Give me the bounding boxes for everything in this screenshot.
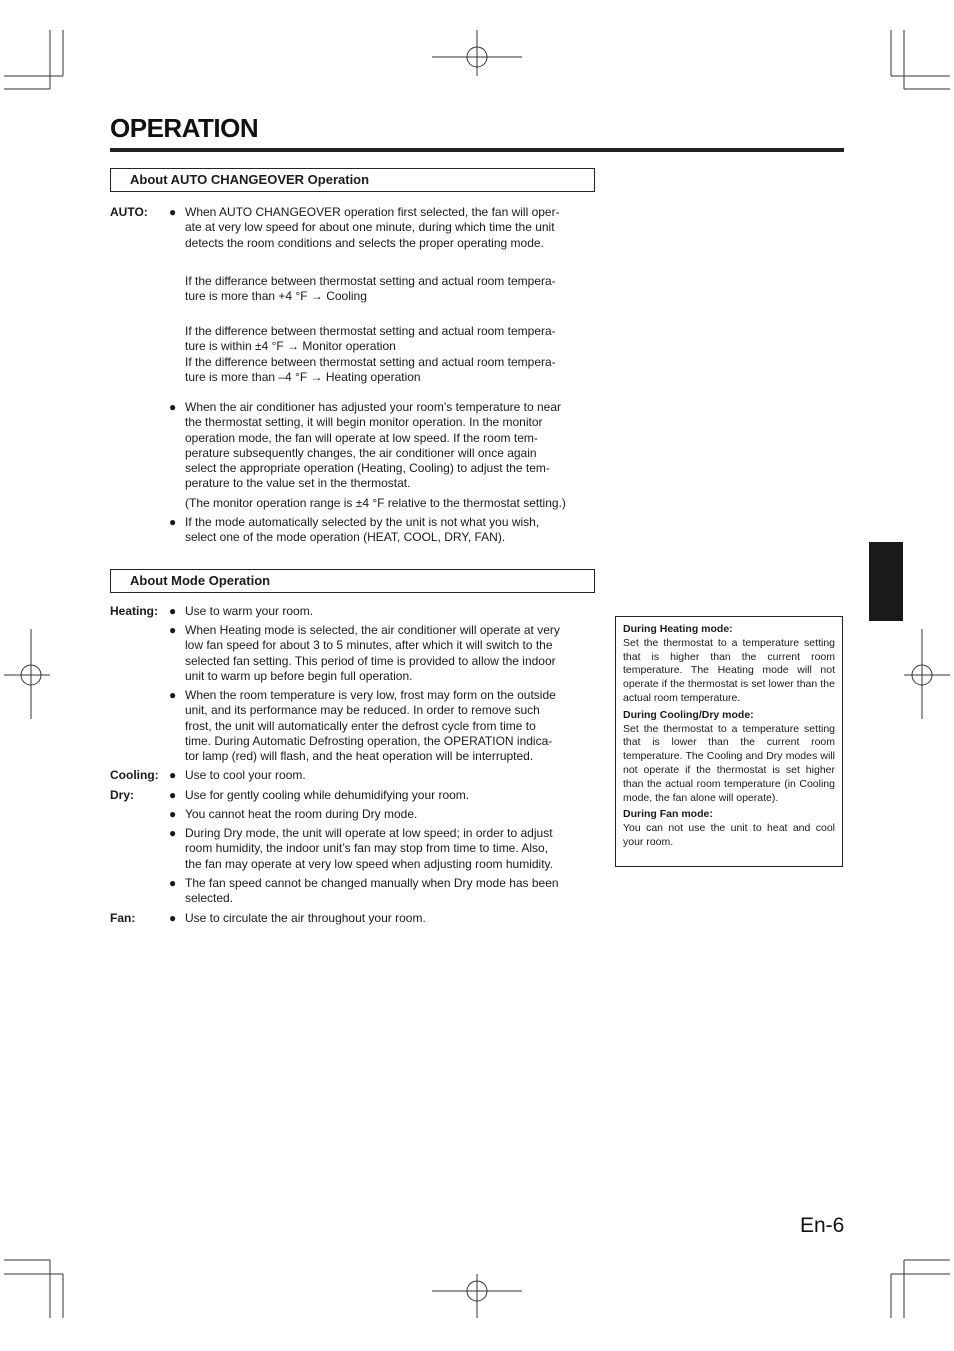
auto-bullet-2 <box>185 400 595 492</box>
text-line: unit to warm up before begin full operation. <box>185 668 413 683</box>
dry-bullet-3 <box>185 826 595 872</box>
dry-bullet-2: You cannot heat the room during Dry mode. <box>185 807 418 821</box>
text-line: ate at very low speed for about one minute, during which time the unit <box>185 220 555 235</box>
bullet-icon: ● <box>169 604 177 618</box>
heating-bullet-1: Use to warm your room. <box>185 604 314 618</box>
bullet-icon: ● <box>169 623 177 637</box>
text-line: During Dry mode, the unit will operate at low speed; in order to adjust <box>185 826 553 840</box>
tip-heading-cooldry: During Cooling/Dry mode: <box>623 708 754 721</box>
text-line: select one of the mode operation (HEAT, COOL, DRY, FAN). <box>185 530 506 545</box>
text-line: When AUTO CHANGEOVER operation first selected, the fan will oper- <box>185 205 560 219</box>
bullet-icon: ● <box>169 911 177 925</box>
bullet-icon: ● <box>169 788 177 802</box>
cooling-bullet-1: Use to cool your room. <box>185 768 306 782</box>
text-line: When the room temperature is very low, frost may form on the outside <box>185 688 556 702</box>
tip-text-heating: Set the thermostat to a temperature setting that is higher than the current room temperature. The Heating mode will not operate if the thermostat is set lower than the actual room temperature. <box>623 636 835 704</box>
tip-heading-heating: During Heating mode: <box>623 623 733 635</box>
dry-bullet-1: Use for gently cooling while dehumidifying your room. <box>185 788 470 802</box>
bullet-icon: ● <box>169 515 177 529</box>
title-rule <box>110 148 844 152</box>
dry-bullet-4 <box>185 876 595 907</box>
auto-condition-cooling <box>185 274 595 305</box>
text-line: selected. <box>185 891 234 906</box>
cooling-label: Cooling: <box>110 768 159 782</box>
text-line: the fan may operate at very low speed when adjusting room humidity. <box>185 856 553 871</box>
bullet-icon: ● <box>169 688 177 702</box>
text-line: ture is more than +4 °F → Cooling <box>185 289 367 304</box>
tip-text-fan: You can not use the unit to heat and cool your room. <box>623 822 835 848</box>
section-heading-mode-text: About Mode Operation <box>130 573 271 588</box>
text-line: the thermostat setting, it will begin monitor operation. In the monitor <box>185 415 543 430</box>
heating-label: Heating: <box>110 604 158 618</box>
bullet-icon: ● <box>169 768 177 782</box>
text-line: time. During Automatic Defrosting operation, the OPERATION indica- <box>185 733 553 748</box>
text-line: tor lamp (red) will flash, and the heat operation will be interrupted. <box>185 749 534 764</box>
text-line: The fan speed cannot be changed manually when Dry mode has been <box>185 876 559 890</box>
bullet-icon: ● <box>169 400 177 414</box>
text-line: When the air conditioner has adjusted your room’s temperature to near <box>185 400 561 414</box>
text-line: selected fan setting. This period of time is provided to allow the indoor <box>185 653 556 668</box>
bullet-icon: ● <box>169 205 177 219</box>
auto-bullet-3 <box>185 515 595 546</box>
bullet-icon: ● <box>169 826 177 840</box>
text-line: select the appropriate operation (Heating, Cooling) to adjust the tem- <box>185 461 550 476</box>
fan-bullet-1: Use to circulate the air throughout your room. <box>185 911 426 925</box>
language-tab-marker <box>869 542 903 621</box>
text-line: low fan speed for about 3 to 5 minutes, after which it will switch to the <box>185 638 553 653</box>
auto-label: AUTO: <box>110 205 148 219</box>
tip-heading-fan: During Fan mode: <box>623 808 713 821</box>
fan-label: Fan: <box>110 911 136 925</box>
tip-text-cooldry: Set the thermostat to a temperature setting that is lower than the current room temperature. The Cooling and Dry modes will not operate if the thermostat is set higher than the actual room temperature (in Cooling mode, the fan alone will operate). <box>623 722 835 804</box>
heating-bullet-3 <box>185 688 595 764</box>
text-line: perature to the value set in the thermostat. <box>185 476 411 491</box>
monitor-range-note: (The monitor operation range is ±4 °F relative to the thermostat setting.) <box>185 496 566 510</box>
heating-bullet-2 <box>185 623 595 684</box>
text-line: perature subsequently changes, the air conditioner will once again <box>185 445 537 460</box>
text-line: unit, and its performance may be reduced. In order to remove such <box>185 703 540 718</box>
text-line: frost, the unit will automatically enter the defrost cycle from time to <box>185 718 536 733</box>
page-title: OPERATION <box>110 113 259 143</box>
mode-tips-box <box>615 616 843 867</box>
text-line: ture is more than –4 °F → Heating operation <box>185 369 421 384</box>
text-line: If the differance between thermostat setting and actual room tempera- <box>185 274 556 288</box>
section-heading-mode <box>110 569 595 593</box>
dry-label: Dry: <box>110 788 135 802</box>
text-line: detects the room conditions and selects the proper operating mode. <box>185 235 544 250</box>
text-line: If the difference between thermostat setting and actual room tempera- <box>185 324 556 338</box>
text-line: If the mode automatically selected by the unit is not what you wish, <box>185 515 540 529</box>
page-number: En-6 <box>800 1214 845 1237</box>
bullet-icon: ● <box>169 807 177 821</box>
text-line: operation mode, the fan will operate at low speed. If the room tem- <box>185 430 538 445</box>
section-heading-auto-text: About AUTO CHANGEOVER Operation <box>130 172 370 187</box>
section-heading-auto <box>110 168 595 192</box>
text-line: When Heating mode is selected, the air conditioner will operate at very <box>185 623 560 637</box>
auto-condition-monitor-heating <box>185 324 595 385</box>
text-line: room humidity, the indoor unit’s fan may stop from time to time. Also, <box>185 841 549 856</box>
bullet-icon: ● <box>169 876 177 890</box>
text-line: ture is within ±4 °F → Monitor operation <box>185 339 396 354</box>
auto-bullet-1 <box>185 205 595 251</box>
text-line: If the difference between thermostat setting and actual room tempera- <box>185 354 556 369</box>
